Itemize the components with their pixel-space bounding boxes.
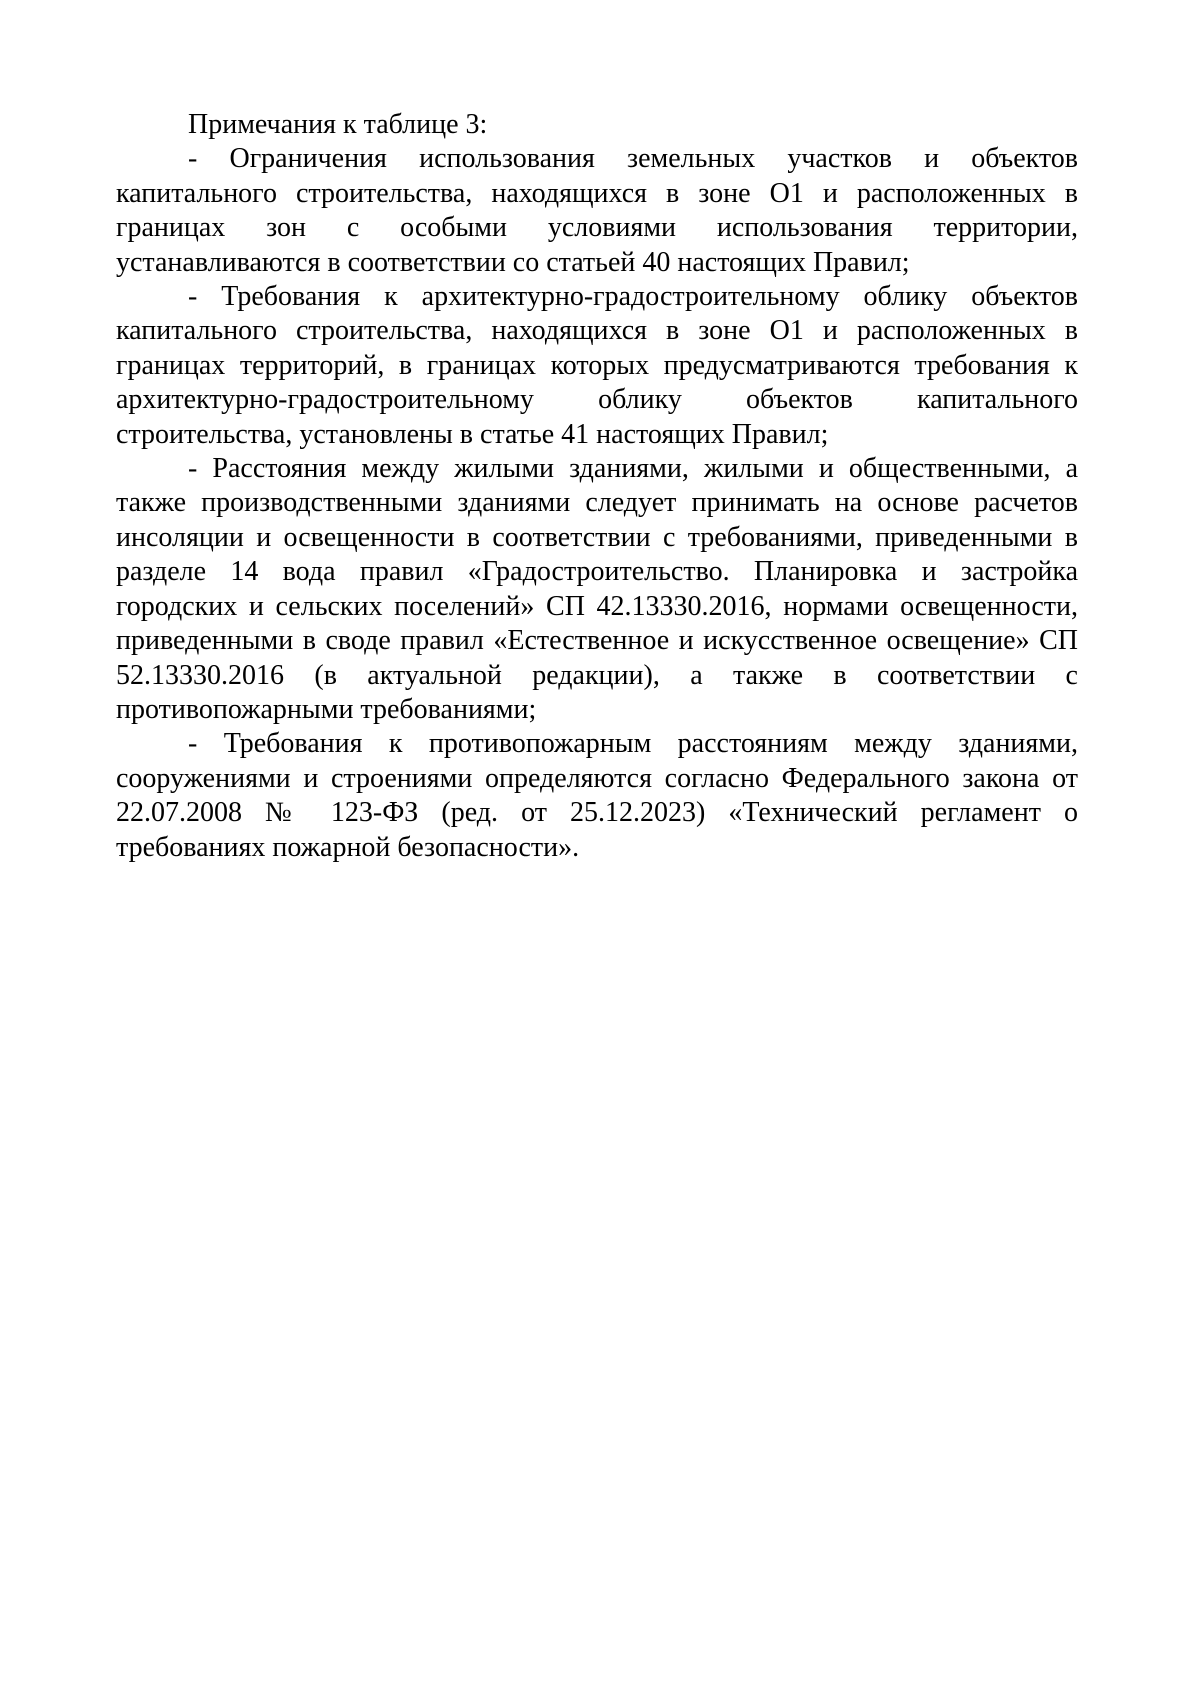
document-body (116, 108, 1078, 865)
notes-heading: Примечания к таблице 3: (188, 109, 488, 140)
note-paragraph-4: - Требования к противопожарным расстояниям между зданиями, сооружениями и строениями определяются согласно Федерального закона от 22.07.2008 № 123-ФЗ (ред. от 25.12.2023) «Технический регламент о требованиях пожарной безопасности». (116, 728, 1078, 863)
note-paragraph-3: - Расстояния между жилыми зданиями, жилыми и общественными, а также производственными зданиями следует принимать на основе расчетов инсоляции и освещенности в соответствии с требованиями, приведенными в разделе 14 вода правил «Градостроительство. Планировка и застройка городских и сельских поселений» СП 42.13330.2016, нормами освещенности, приведенными в своде правил «Естественное и искусственное освещение» СП 52.13330.2016 (в актуальной редакции), а также в соответствии с противопожарными требованиями; (116, 453, 1078, 725)
note-paragraph-1: - Ограничения использования земельных участков и объектов капитального строительства, находящихся в зоне О1 и расположенных в границах зон с особыми условиями использования территории, устанавливаются в соответствии со статьей 40 настоящих Правил; (116, 143, 1078, 278)
note-paragraph-2: - Требования к архитектурно-градостроительному облику объектов капитального строительства, находящихся в зоне О1 и расположенных в границах территорий, в границах которых предусматриваются требования к архитектурно-градостроительному облику объектов капитального строительства, установлены в статье 41 настоящих Правил; (116, 281, 1078, 450)
